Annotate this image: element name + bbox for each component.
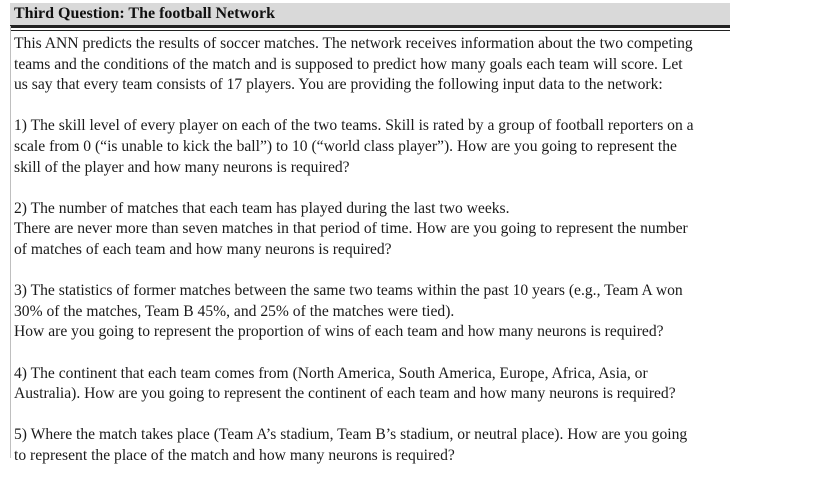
text-line: 2) The number of matches that each team has played during the last two weeks. xyxy=(14,199,510,217)
item-2-paragraph xyxy=(14,199,804,261)
text-line: skill of the player and how many neurons is required? xyxy=(14,158,350,176)
section-title: Third Question: The football Network xyxy=(14,5,276,22)
text-line: us say that every team consists of 17 players. You are providing the following input data to the network: xyxy=(14,76,663,94)
item-1-paragraph xyxy=(14,116,804,178)
item-5-paragraph xyxy=(14,425,804,466)
left-border-rule xyxy=(10,26,11,458)
item-4-paragraph xyxy=(14,364,804,405)
item-3-paragraph xyxy=(14,281,804,343)
text-line: to represent the place of the match and how many neurons is required? xyxy=(14,446,455,464)
text-line: scale from 0 (“is unable to kick the ball”) to 10 (“world class player”). How are you going to represent the xyxy=(14,137,677,155)
text-line: 1) The skill level of every player on each of the two teams. Skill is rated by a group of football reporters on a xyxy=(14,117,694,135)
title-underline-thin xyxy=(10,30,730,31)
text-line: of matches of each team and how many neurons is required? xyxy=(14,240,392,258)
question-body xyxy=(14,34,804,487)
section-title-bar xyxy=(10,3,730,26)
text-line: teams and the conditions of the match and is supposed to predict how many goals each team will score. Let xyxy=(14,55,683,73)
text-line: 5) Where the match takes place (Team A’s stadium, Team B’s stadium, or neutral place). How are you going xyxy=(14,426,688,444)
title-underline-thick xyxy=(10,25,730,28)
text-line: 3) The statistics of former matches between the same two teams within the past 10 years (e.g., Team A won xyxy=(14,282,683,300)
text-line: There are never more than seven matches in that period of time. How are you going to represent the number xyxy=(14,220,688,238)
text-line: 30% of the matches, Team B 45%, and 25% of the matches were tied). xyxy=(14,302,455,320)
text-line: This ANN predicts the results of soccer matches. The network receives information about the two competing xyxy=(14,35,693,52)
text-line: How are you going to represent the proportion of wins of each team and how many neurons is required? xyxy=(14,323,664,341)
text-line: 4) The continent that each team comes from (North America, South America, Europe, Africa, Asia, or xyxy=(14,364,648,382)
text-line: Australia). How are you going to represent the continent of each team and how many neurons is required? xyxy=(14,385,676,403)
intro-paragraph xyxy=(14,34,804,96)
